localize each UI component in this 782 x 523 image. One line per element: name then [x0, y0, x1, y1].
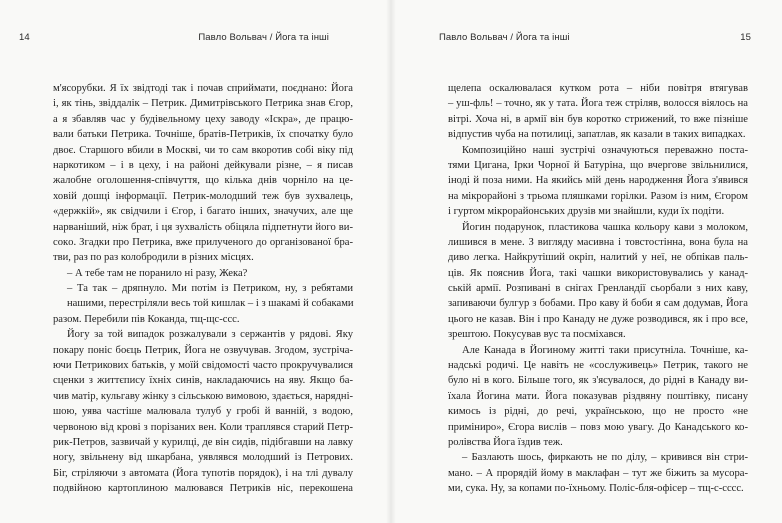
text-line: червоною від крові з порізаних вен. Коли траплявся старий Петр- [53, 421, 353, 433]
text-line: покару поніс боєць Петрик, Йога не озвучував. Згодом, зустріча- [53, 344, 353, 356]
text-line: – А тебе там не поранило ні разу, Жека? [67, 267, 248, 279]
text-line: двоє. Старшого вбили в Москві, чи то сам вкоротив собі віку під [53, 144, 353, 156]
text-line: нашими, перестріляли весь той кишлак – і з шакамі й собаками [67, 298, 354, 310]
text-line: вали батьки Петрика. Точніше, братів-Петриків, їх спочатку було [53, 129, 353, 141]
text-line: мано. – А прорядій йому в маклафан – тут же біжить за мусора- [448, 467, 748, 479]
text-line: сценки з життєпису їхніх синів, накладаючись на яву. Якщо ба- [53, 375, 353, 387]
text-line: їхала Йогина мати. Йога показував різдвяну поштівку, писану [448, 390, 748, 402]
text-line: подвійною картоплиною малювався Петриків ніс, перекошена [53, 483, 353, 495]
right-page [391, 0, 782, 523]
text-line: ногу, звільнену від шкарбана, уявлявся молодший із Петровиx. [53, 452, 353, 464]
text-line: вітрі. Хоча ні, в армії він був коротко стрижений, то вже пізніше [448, 113, 748, 125]
text-line: і гуртом мікрорайонських друзів ми знайшли, куди їх подіти. [448, 206, 725, 218]
text-line: цього не казав. Він і про Канаду не дуже розводився, як і про все, [448, 313, 748, 325]
text-line: нарваніший, ніж брат, і ця зухвалість обіцяла підпетнути його ви- [53, 221, 353, 233]
text-line: іноді й поза ними. На якийсь мій день народження Йога з'явився [448, 175, 748, 187]
text-line: ховій дошці інформації. Петрик-молодший теж був зухвалець, [53, 190, 353, 202]
text-line: ролівства Йога їздив теж. [448, 436, 563, 448]
text-line: ючи Петрикових батьків, у моїй свідомості часто прокручувалися [53, 360, 353, 372]
text-line: Йогу за той випадок розжалували з сержантів у рядові. Яку [67, 329, 353, 341]
text-line: а я збавляв час у будівельному цеху заводу «Іскра», де працю- [53, 113, 353, 125]
text-line: кимось із рідні, до речі, українською, що не просто «не [448, 406, 748, 418]
text-line: на мікрорайоні з трьома пляшками горілки. Разом із ним, Єгором [448, 190, 748, 202]
text-line: рик-Петров, зазвичай у курилці, де він сидів, підібгавши на лавку [53, 436, 353, 448]
text-line: шою, уява частіше малювала тулуб у гробі й ванній, з водою, [53, 406, 353, 418]
text-line: ців. Як пояснив Йога, такі чашки використовувались у канад- [448, 267, 748, 279]
text-line: жалобне оголошення-співчуття, що кілька днів чорніло на це- [53, 175, 353, 187]
text-line: лишився в мене. З вигляду масивна і товстостінна, вона була на [448, 236, 748, 248]
body-text [53, 81, 353, 497]
text-line: Композиційно наші зустрічі означуються переважно поста- [462, 144, 748, 156]
text-line: наркотиком – і в цеху, і на районі дейкували різне, – я писав [53, 159, 353, 171]
text-line: і, як тінь, звіддалік – Петрик. Димитрівського Петрика знав Єгор, [53, 98, 353, 110]
page-number: 15 [740, 32, 751, 43]
text-line: щелепа оскалювалася кутком рота – ніби повітря втягував [448, 83, 748, 94]
text-line: ми, сука. Ну, за копами по-їхньому. Поліс-бля-офісер – тщ-с-сссс. [448, 483, 744, 495]
text-line: разом. Перебили пів Коканда, тщ-щс-ссс. [53, 313, 240, 325]
text-line: приміниро», Єгора вислів – повз мою увагу. До Канадського ко- [448, 421, 748, 433]
text-line: Біг, стріляючи з автомата (Йога тупотів порядок), і на тлі дувалу [53, 467, 353, 479]
text-line: чив матір, кульгаву жінку з сільською вимовою, здається, нарядні- [53, 390, 354, 402]
running-header: Павло Вольвач / Йога та інші [198, 32, 329, 43]
text-line: Йогин подарунок, пластикова чашка кольору кави з молоком, [462, 221, 748, 233]
text-line: тви, раз по раз колобродили в різних місцях. [53, 252, 254, 264]
text-line: відпустив чуба на потилиці, запатлав, як казали в таких випадках. [448, 129, 746, 141]
text-line: тями Цигана, Ірки Чорної й Батуріна, що вчергове звільнилися, [448, 159, 748, 171]
text-line: Але Канада в Йогиному житті таки присутніла. Точніше, ка- [462, 344, 748, 356]
body-text [448, 81, 748, 497]
text-line: диво легка. Найкрутіший окріп, налитий у неї, не обпікав паль- [448, 252, 748, 264]
text-line: запиваючи булгур з бобами. Про каву й боби я сам додумав, Йога [448, 298, 748, 310]
text-line: надські родичі. Це навіть не «сослуживець» Петрик, такого не [448, 360, 748, 372]
text-line: м'ясорубки. Я їх звідтоді так і почав сприймати, поєднано: Йога [53, 83, 353, 94]
text-line: зрештою. Покусував вус та посміхався. [448, 329, 626, 341]
text-line: – уш-фль! – точно, як у тата. Йога теж стріляв, волосся віялось на [448, 98, 748, 110]
text-line: сокo. Згадки про Петрика, вже прилученого до організованої бра- [53, 236, 353, 248]
page-number: 14 [19, 32, 30, 43]
running-header: Павло Вольвач / Йога та інші [439, 32, 570, 43]
text-line: було ні в кого. Більше того, як з'ясувалося, до рідні в Канаду ви- [448, 375, 748, 387]
text-line: – Базлають шось, фиркають не по ділу, – кривився він стри- [462, 452, 748, 464]
text-line: ській армії. Розпивані в снігах Гренландії сьорбали з них каву, [448, 283, 748, 295]
text-line: «держкій», як свідчили і Єгор, і багато інших, значучих, але ще [53, 206, 353, 218]
text-line: – Та так – дряпнуло. Ми потім із Петриком, ну, з ребятами [67, 283, 353, 295]
